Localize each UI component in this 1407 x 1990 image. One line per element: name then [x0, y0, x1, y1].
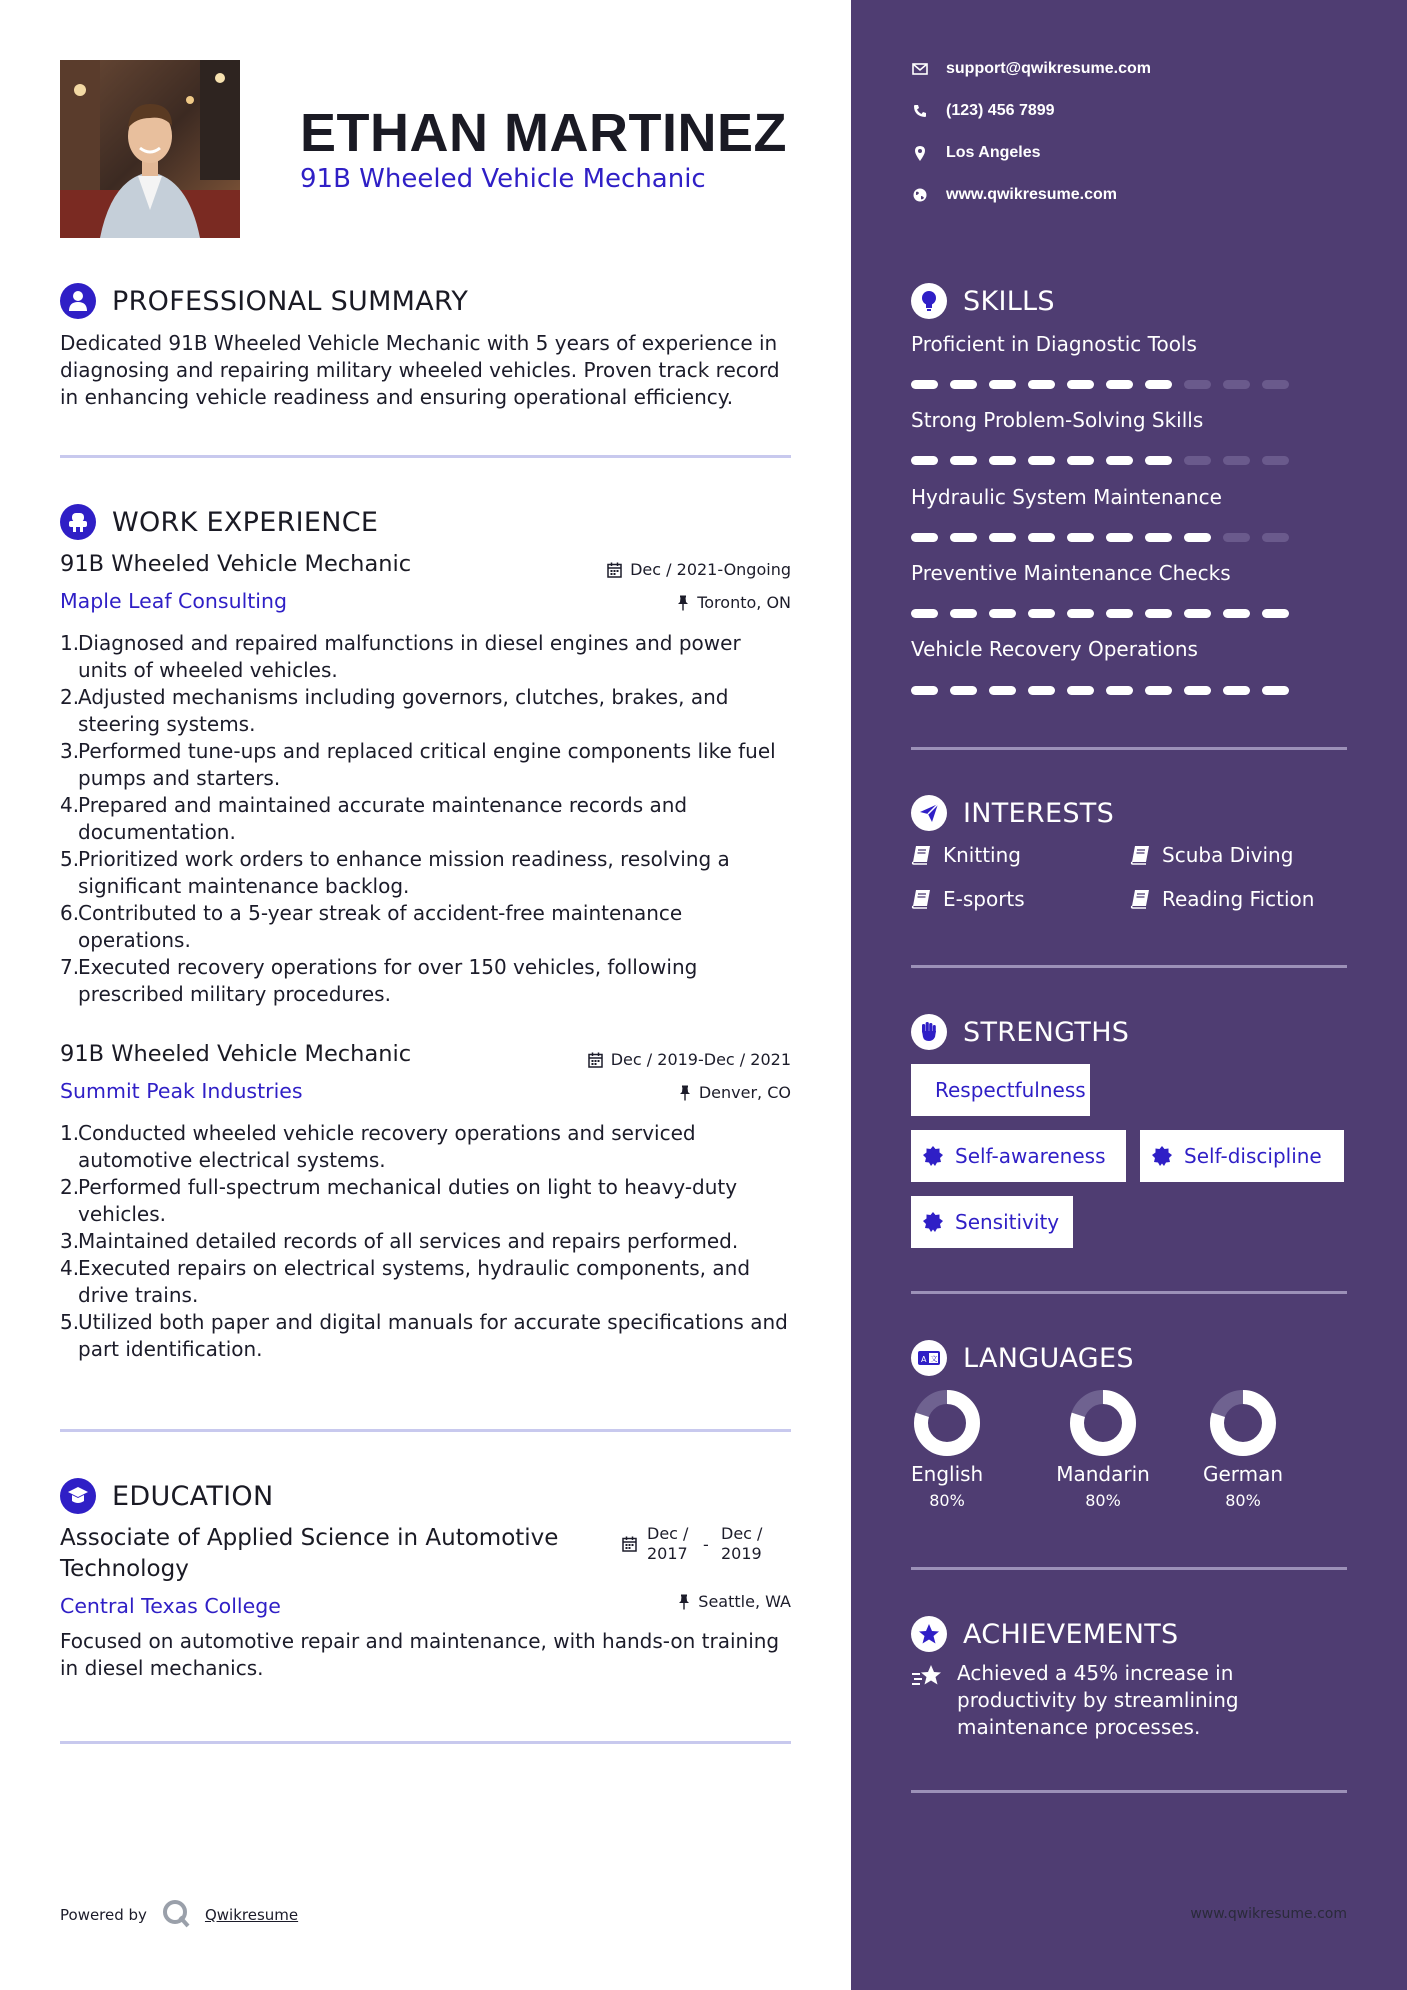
- contact-location-text: Los Angeles: [946, 144, 1041, 161]
- skill-name: Vehicle Recovery Operations: [911, 637, 1198, 661]
- task-item: Contributed to a 5-year streak of accident-free maintenance operations.: [78, 901, 683, 952]
- company-name: Summit Peak Industries: [60, 1079, 303, 1103]
- job-title: 91B Wheeled Vehicle Mechanic: [60, 1041, 412, 1067]
- skill-level-segment: [1223, 456, 1250, 465]
- interest-item: [911, 843, 1021, 867]
- contact-website-text[interactable]: www.qwikresume.com: [946, 186, 1118, 203]
- job-dates: [588, 1050, 791, 1069]
- school-name: Central Texas College: [60, 1594, 281, 1618]
- company-name: Maple Leaf Consulting: [60, 589, 288, 613]
- svg-text:A: A: [921, 1355, 927, 1364]
- language-item: [911, 1390, 983, 1510]
- job-location: [679, 1083, 791, 1102]
- skill-level-segment: [1223, 686, 1250, 695]
- skill-level-bar: [911, 686, 1301, 695]
- strength-label: Sensitivity: [955, 1210, 1060, 1234]
- book-icon: [1130, 845, 1150, 865]
- skill-level-segment: [911, 380, 938, 389]
- achievement-item: [911, 1660, 1267, 1741]
- task-item: Adjusted mechanisms including governors, clutches, brakes, and steering systems.: [78, 685, 729, 736]
- skill-level-bar: [911, 456, 1301, 465]
- task-list: [60, 630, 795, 1008]
- skill-level-segment: [1223, 380, 1250, 389]
- shooting-star-icon: [911, 1664, 943, 1690]
- strength-label: Self-awareness: [955, 1144, 1106, 1168]
- envelope-icon: [911, 63, 929, 75]
- skill-level-segment: [1184, 533, 1211, 542]
- language-donut-chart: [1210, 1390, 1276, 1456]
- skill-name: Preventive Maintenance Checks: [911, 561, 1231, 585]
- calendar-icon: [622, 1536, 637, 1552]
- strength-badge: [911, 1130, 1126, 1182]
- contact-email-text[interactable]: support@qwikresume.com: [946, 60, 1151, 77]
- sidebar-divider: [911, 965, 1347, 968]
- job-location-text: Toronto, ON: [697, 593, 791, 612]
- sidebar-divider: [911, 1567, 1347, 1570]
- candidate-role: 91B Wheeled Vehicle Mechanic: [300, 164, 706, 194]
- candidate-name: ETHAN MARTINEZ: [300, 103, 787, 163]
- task-list: [60, 1120, 795, 1363]
- qwikresume-logo-icon: [161, 1898, 191, 1932]
- skill-level-segment: [1106, 456, 1133, 465]
- languages-title: LANGUAGES: [963, 1342, 1134, 1374]
- education-end-month: Dec /: [721, 1524, 763, 1543]
- interest-label: Reading Fiction: [1162, 887, 1315, 911]
- skill-level-segment: [1223, 533, 1250, 542]
- section-divider: [60, 455, 791, 458]
- contact-website: [911, 186, 1117, 204]
- section-divider: [60, 1741, 791, 1744]
- interests-title: INTERESTS: [963, 797, 1115, 829]
- skills-title: SKILLS: [963, 285, 1055, 317]
- pin-icon: [679, 1085, 691, 1101]
- language-name: English: [911, 1462, 984, 1486]
- svg-text:文: 文: [930, 1355, 938, 1363]
- footer-site[interactable]: www.qwikresume.com: [1190, 1906, 1347, 1922]
- strengths-section-header: [911, 1014, 1129, 1050]
- user-icon: [60, 283, 96, 319]
- interest-item: [1130, 843, 1293, 867]
- footer-powered-by: [60, 1898, 298, 1932]
- skill-level-segment: [1028, 686, 1055, 695]
- skill-level-segment: [1184, 609, 1211, 618]
- interest-label: Knitting: [943, 843, 1021, 867]
- translate-icon: [911, 1340, 947, 1376]
- job-dates-text: Dec / 2019-Dec / 2021: [610, 1050, 791, 1069]
- paper-plane-icon: [911, 795, 947, 831]
- interest-label: E-sports: [943, 887, 1025, 911]
- skill-level-segment: [1184, 686, 1211, 695]
- skill-level-segment: [911, 456, 938, 465]
- skill-level-bar: [911, 380, 1301, 389]
- strength-label: Self-discipline: [1184, 1144, 1322, 1168]
- task-item: Conducted wheeled vehicle recovery operations and serviced automotive electrical systems.: [78, 1121, 696, 1172]
- skill-level-segment: [1067, 380, 1094, 389]
- skill-level-segment: [1028, 380, 1055, 389]
- globe-icon: [911, 188, 929, 202]
- skill-level-segment: [1262, 533, 1289, 542]
- education-date-separator: -: [703, 1535, 709, 1554]
- skill-level-segment: [989, 456, 1016, 465]
- skill-level-segment: [911, 609, 938, 618]
- skill-level-bar: [911, 533, 1301, 542]
- skill-level-segment: [1028, 609, 1055, 618]
- interests-section-header: [911, 795, 1114, 831]
- skill-level-segment: [1106, 533, 1133, 542]
- contact-email: [911, 60, 1151, 78]
- briefcase-icon: [60, 504, 96, 540]
- contact-phone-text: (123) 456 7899: [946, 102, 1055, 119]
- skill-level-segment: [1145, 609, 1172, 618]
- task-item: Prioritized work orders to enhance mission readiness, resolving a significant maintenance backlog.: [78, 847, 730, 898]
- job-dates: [607, 560, 791, 579]
- language-percent: 80%: [1225, 1491, 1261, 1510]
- interest-item: [911, 887, 1025, 911]
- education-end-year: 2019: [721, 1544, 762, 1563]
- pin-icon: [677, 595, 689, 611]
- languages-section-header: [911, 1340, 1134, 1376]
- sidebar-divider: [911, 747, 1347, 750]
- task-item: Prepared and maintained accurate maintenance records and documentation.: [78, 793, 688, 844]
- language-donut-chart: [914, 1390, 980, 1456]
- skill-level-segment: [1067, 609, 1094, 618]
- education-start: [647, 1524, 703, 1564]
- section-divider: [60, 1429, 791, 1432]
- skill-level-segment: [950, 609, 977, 618]
- badge-check-icon: [923, 1146, 943, 1166]
- skill-level-segment: [1028, 456, 1055, 465]
- interest-item: [1130, 887, 1314, 911]
- job-location: [677, 593, 791, 612]
- profile-photo: [60, 60, 240, 238]
- skill-level-segment: [1106, 609, 1133, 618]
- strength-badge: [911, 1196, 1073, 1248]
- job-dates-text: Dec / 2021-Ongoing: [630, 560, 791, 579]
- task-item: Utilized both paper and digital manuals for accurate specifications and part identification.: [78, 1310, 788, 1361]
- star-icon: [911, 1616, 947, 1652]
- task-item: Executed repairs on electrical systems, hydraulic components, and drive trains.: [78, 1256, 751, 1307]
- powered-by-label: Powered by: [60, 1906, 147, 1924]
- education-description: Focused on automotive repair and maintenance, with hands-on training in diesel mechanics.: [60, 1629, 780, 1680]
- skill-level-segment: [1067, 533, 1094, 542]
- task-item: Executed recovery operations for over 150 vehicles, following prescribed military procedures.: [78, 955, 698, 1006]
- interest-label: Scuba Diving: [1162, 843, 1294, 867]
- skill-level-segment: [989, 686, 1016, 695]
- book-icon: [1130, 889, 1150, 909]
- experience-title: WORK EXPERIENCE: [112, 506, 379, 538]
- fist-icon: [911, 1014, 947, 1050]
- summary-text: Dedicated 91B Wheeled Vehicle Mechanic with 5 years of experience in diagnosing and repairing military wheeled vehicles. Proven track record in enhancing vehicle readiness and ensuring operational efficiency.: [60, 331, 780, 409]
- skill-level-segment: [1106, 380, 1133, 389]
- education-dates: [622, 1524, 762, 1564]
- skill-level-segment: [1262, 456, 1289, 465]
- calendar-icon: [588, 1052, 603, 1068]
- language-item: [1201, 1390, 1285, 1510]
- education-section-header: [60, 1478, 273, 1514]
- job-title: 91B Wheeled Vehicle Mechanic: [60, 551, 412, 577]
- skill-level-segment: [1262, 380, 1289, 389]
- task-item: Performed full-spectrum mechanical duties on light to heavy-duty vehicles.: [78, 1175, 738, 1226]
- degree-title: Associate of Applied Science in Automotive Technology: [60, 1525, 559, 1582]
- skill-level-segment: [1262, 686, 1289, 695]
- skill-level-segment: [989, 380, 1016, 389]
- skills-section-header: [911, 283, 1055, 319]
- skill-level-segment: [911, 533, 938, 542]
- task-item: Performed tune-ups and replaced critical engine components like fuel pumps and starters.: [78, 739, 776, 790]
- badge-check-icon: [1152, 1146, 1172, 1166]
- sidebar-divider: [911, 1790, 1347, 1793]
- education-location-text: Seattle, WA: [698, 1592, 791, 1611]
- skill-level-segment: [989, 533, 1016, 542]
- summary-title: PROFESSIONAL SUMMARY: [112, 285, 469, 317]
- skill-level-segment: [1028, 533, 1055, 542]
- language-percent: 80%: [1085, 1491, 1121, 1510]
- skill-level-segment: [1184, 380, 1211, 389]
- skill-level-segment: [1106, 686, 1133, 695]
- education-title: EDUCATION: [112, 1480, 274, 1512]
- language-donut-chart: [1070, 1390, 1136, 1456]
- achievements-title: ACHIEVEMENTS: [963, 1618, 1179, 1650]
- skill-level-segment: [1067, 686, 1094, 695]
- phone-icon: [911, 104, 929, 118]
- contact-phone: [911, 102, 1055, 120]
- badge-check-icon: [923, 1212, 943, 1232]
- education-location: [678, 1592, 791, 1611]
- language-percent: 80%: [929, 1491, 965, 1510]
- skill-level-segment: [1067, 456, 1094, 465]
- strengths-title: STRENGTHS: [963, 1016, 1130, 1048]
- graduation-cap-icon: [60, 1478, 96, 1514]
- skill-level-segment: [950, 533, 977, 542]
- achievement-text: Achieved a 45% increase in productivity by streamlining maintenance processes.: [957, 1661, 1239, 1739]
- job-location-text: Denver, CO: [698, 1083, 791, 1102]
- task-item: Maintained detailed records of all services and repairs performed.: [78, 1229, 739, 1253]
- lightbulb-icon: [911, 283, 947, 319]
- achievements-section-header: [911, 1616, 1179, 1652]
- strength-badge: [1140, 1130, 1344, 1182]
- skill-level-segment: [1145, 533, 1172, 542]
- skill-level-segment: [950, 380, 977, 389]
- skill-level-segment: [1145, 456, 1172, 465]
- skill-level-segment: [1145, 686, 1172, 695]
- strength-badge: [911, 1064, 1090, 1116]
- sidebar: [851, 0, 1407, 1990]
- skill-level-segment: [950, 456, 977, 465]
- calendar-icon: [607, 562, 622, 578]
- skill-level-bar: [911, 609, 1301, 618]
- skill-name: Hydraulic System Maintenance: [911, 485, 1222, 509]
- skill-level-segment: [1223, 609, 1250, 618]
- language-item: [1055, 1390, 1151, 1510]
- skill-level-segment: [989, 609, 1016, 618]
- book-icon: [911, 845, 931, 865]
- summary-section-header: [60, 283, 468, 319]
- qwikresume-link[interactable]: Qwikresume: [204, 1906, 299, 1924]
- map-pin-icon: [911, 146, 929, 161]
- education-start-month: Dec /: [647, 1524, 689, 1543]
- pin-icon: [678, 1594, 690, 1610]
- skill-level-segment: [950, 686, 977, 695]
- sidebar-divider: [911, 1291, 1347, 1294]
- skill-name: Proficient in Diagnostic Tools: [911, 332, 1197, 356]
- skill-level-segment: [1184, 456, 1211, 465]
- skill-name: Strong Problem-Solving Skills: [911, 408, 1204, 432]
- contact-location: [911, 144, 1041, 162]
- education-end: [721, 1524, 762, 1564]
- book-icon: [911, 889, 931, 909]
- language-name: Mandarin: [1056, 1462, 1150, 1486]
- education-start-year: 2017: [647, 1544, 688, 1563]
- skill-level-segment: [1262, 609, 1289, 618]
- task-item: Diagnosed and repaired malfunctions in diesel engines and power units of wheeled vehicles.: [78, 631, 741, 682]
- language-name: German: [1202, 1462, 1284, 1486]
- skill-level-segment: [911, 686, 938, 695]
- experience-section-header: [60, 504, 378, 540]
- skill-level-segment: [1145, 380, 1172, 389]
- strength-label: Respectfulness: [935, 1078, 1086, 1102]
